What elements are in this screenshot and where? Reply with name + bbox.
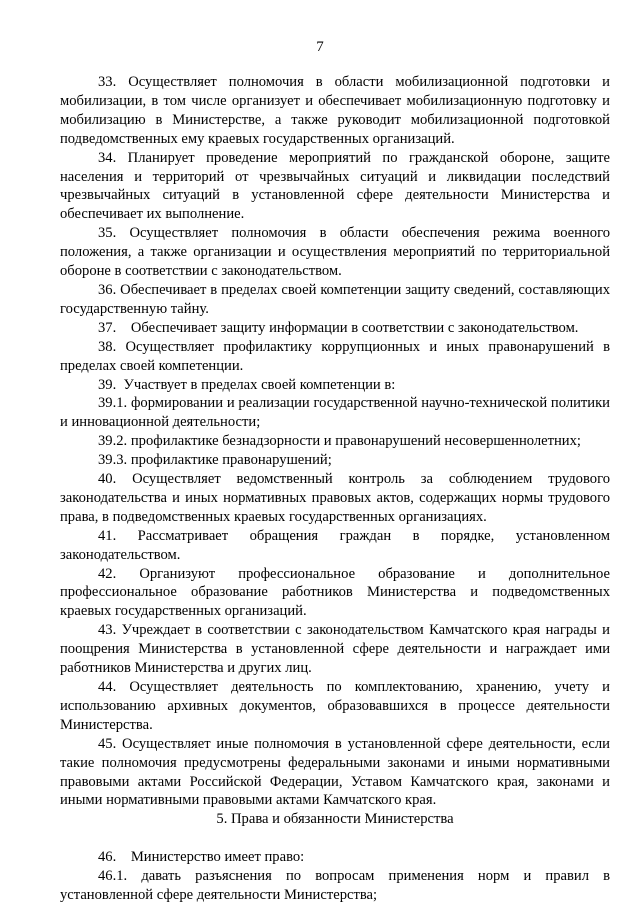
paragraph-44: 44. Осуществляет деятельность по комплектованию, хранению, учету и использованию архивных документов, образовавшихся в процессе деятельности Министерства. [60,679,610,733]
paragraph-46: 46. Министерство имеет право: [98,849,305,866]
spacer [60,829,610,848]
paragraph-36: 36. Обеспечивает в пределах своей компетенции защиту сведений, составляющих государственную тайну. [60,281,610,317]
paragraph-34: 34. Планирует проведение мероприятий по гражданской обороне, защите населения и территорий от чрезвычайных ситуаций и ликвидации последствий чрезвычайных ситуаций в установленной сфере деятельности Министерства и обеспечивает их выполнение. [60,149,610,223]
section-heading: 5. Права и обязанности Министерства [216,811,454,828]
document-body [60,73,610,905]
paragraph-37: 37. Обеспечивает защиту информации в соответствии с законодательством. [98,319,579,336]
paragraph-33: 33. Осуществляет полномочия в области мобилизационной подготовки и мобилизации, в том числе организует и обеспечивает мобилизационную подготовку и мобилизацию в Министерстве, а также руководит мобилизационной подготовкой подведомственных ему краевых государственных организаций. [60,74,610,147]
paragraph-35: 35. Осуществляет полномочия в области обеспечения режима военного положения, а также организации и осуществления мероприятий по территориальной обороне в соответствии с законодательством. [60,225,610,280]
paragraph-43: 43. Учреждает в соответствии с законодательством Камчатского края награды и поощрения Министерства в установленной сфере деятельности и награждает ими работников Министерства и других лиц. [60,622,610,677]
paragraph-40: 40. Осуществляет ведомственный контроль за соблюдением трудового законодательства и иных нормативных правовых актов, содержащих нормы трудового права, в подведомственных краевых государственных организациях. [60,471,610,525]
paragraph-39: 39. Участвует в пределах своей компетенции в: [98,376,396,393]
paragraph-39-3: 39.3. профилактике правонарушений; [98,452,332,469]
paragraph-46-1: 46.1. давать разъяснения по вопросам применения норм и правил в установленной сфере деятельности Министерства; [60,868,610,904]
paragraph-41: 41. Рассматривает обращения граждан в порядке, установленном законодательством. [60,527,610,563]
page-number: 7 [316,39,324,55]
paragraph-39-1: 39.1. формировании и реализации государственной научно-технической политики и инновационной деятельности; [60,395,610,431]
paragraph-38: 38. Осуществляет профилактику коррупционных и иных правонарушений в пределах своей компетенции. [60,338,610,374]
paragraph-45: 45. Осуществляет иные полномочия в установленной сфере деятельности, если такие полномочия предусмотрены федеральными законами и иными нормативными правовыми актами Российской Федерации, Уставом Камчатского края, законами и иными нормативными правовыми актами Камчатского края. [60,735,610,809]
paragraph-42: 42. Организуют профессиональное образование и дополнительное профессиональное образование работников Министерства и подведомственных краевых государственных организаций. [60,565,610,620]
paragraph-39-2: 39.2. профилактике безнадзорности и правонарушений несовершеннолетних; [98,433,581,450]
